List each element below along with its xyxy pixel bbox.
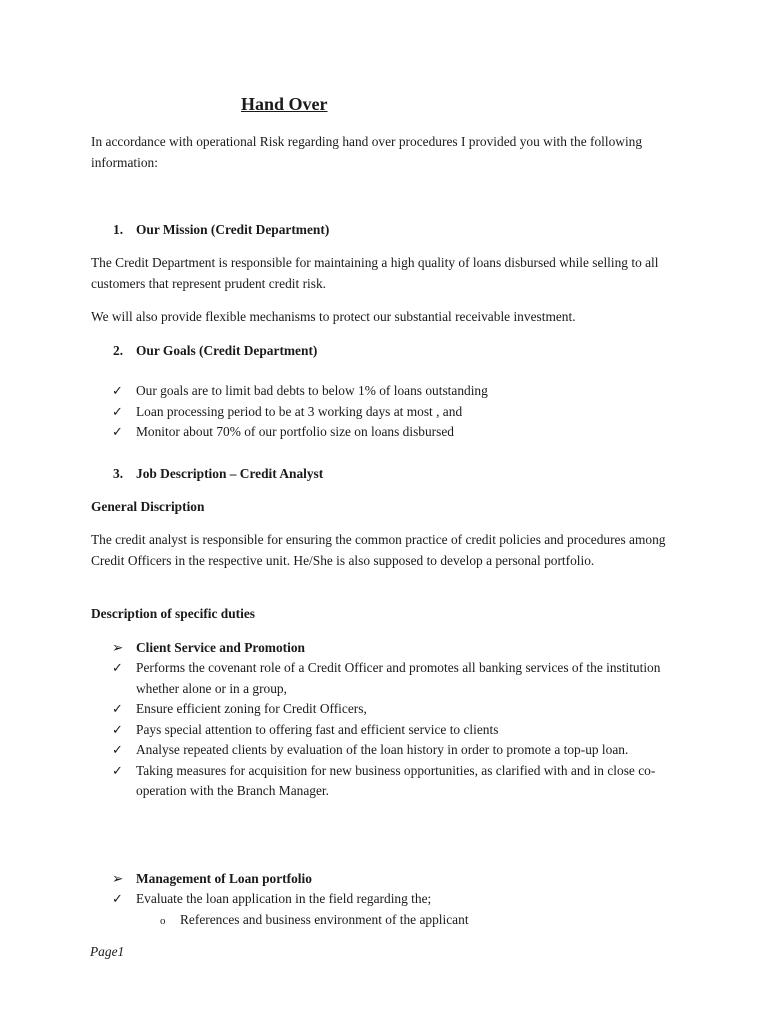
list-item: ✓ Pays special attention to offering fast and efficient service to clients <box>112 720 672 741</box>
section-1-title: Our Mission (Credit Department) <box>136 222 330 237</box>
checkmark-icon: ✓ <box>112 424 123 439</box>
checkmark-icon: ✓ <box>112 742 123 757</box>
section-1-number: 1. <box>113 222 124 237</box>
checkmark-icon: ✓ <box>112 891 123 906</box>
checkmark-icon: ✓ <box>112 383 123 398</box>
mission-paragraph-2: We will also provide flexible mechanisms to protect our substantial receivable investment. <box>91 309 576 324</box>
list-item: ✓ Analyse repeated clients by evaluation of the loan history in order to promote a top-up loan. <box>112 740 672 761</box>
general-description-heading: General Discription <box>91 499 205 514</box>
loan-portfolio-list <box>112 889 672 910</box>
arrow-bullet-icon: ➢ <box>112 640 124 655</box>
list-item: ✓ Evaluate the loan application in the field regarding the; <box>112 889 672 910</box>
loan-portfolio-heading: ➢ Management of Loan portfolio <box>112 869 312 890</box>
section-1-heading <box>113 220 329 241</box>
section-3-heading <box>113 464 323 485</box>
section-2-title: Our Goals (Credit Department) <box>136 343 318 358</box>
section-2-heading <box>113 341 317 362</box>
client-service-heading: ➢ Client Service and Promotion <box>112 638 305 659</box>
list-item: ✓ Loan processing period to be at 3 working days at most , and <box>112 402 672 423</box>
checkmark-icon: ✓ <box>112 762 123 778</box>
document-title: Hand Over <box>241 94 328 114</box>
page-number: Page1 <box>90 944 125 959</box>
circle-bullet-icon: o <box>160 915 166 927</box>
general-description-paragraph: The credit analyst is responsible for ensuring the common practice of credit policies and procedures among Credit Officers in the respective unit. He/She is also supposed to develop a personal portfolio. <box>91 532 666 568</box>
list-item: ✓ Our goals are to limit bad debts to below 1% of loans outstanding <box>112 381 672 402</box>
client-service-list <box>112 658 672 802</box>
section-3-title: Job Description – Credit Analyst <box>136 466 324 481</box>
list-item: ✓ Ensure efficient zoning for Credit Officers, <box>112 699 672 720</box>
list-item: ✓ Taking measures for acquisition for new business opportunities, as clarified with and in close co-operation with the Branch Manager. <box>112 762 656 798</box>
loan-portfolio-sub-item: o References and business environment of the applicant <box>160 910 469 932</box>
checkmark-icon: ✓ <box>112 660 123 675</box>
checkmark-icon: ✓ <box>112 721 123 737</box>
arrow-bullet-icon: ➢ <box>112 871 124 886</box>
section-2-number: 2. <box>113 343 124 358</box>
mission-paragraph-1: The Credit Department is responsible for maintaining a high quality of loans disbursed while selling to all customers that represent prudent credit risk. <box>91 255 659 291</box>
goals-list <box>112 381 672 443</box>
list-item: ✓ Monitor about 70% of our portfolio size on loans disbursed <box>112 422 672 443</box>
list-item: ✓ Performs the covenant role of a Credit Officer and promotes all banking services of the institution whether alone or in a group, <box>112 660 661 696</box>
checkmark-icon: ✓ <box>112 701 123 716</box>
specific-duties-heading: Description of specific duties <box>91 606 256 621</box>
intro-paragraph: In accordance with operational Risk regarding hand over procedures I provided you with the following information: <box>91 134 643 170</box>
checkmark-icon: ✓ <box>112 403 123 419</box>
section-3-number: 3. <box>113 466 124 481</box>
